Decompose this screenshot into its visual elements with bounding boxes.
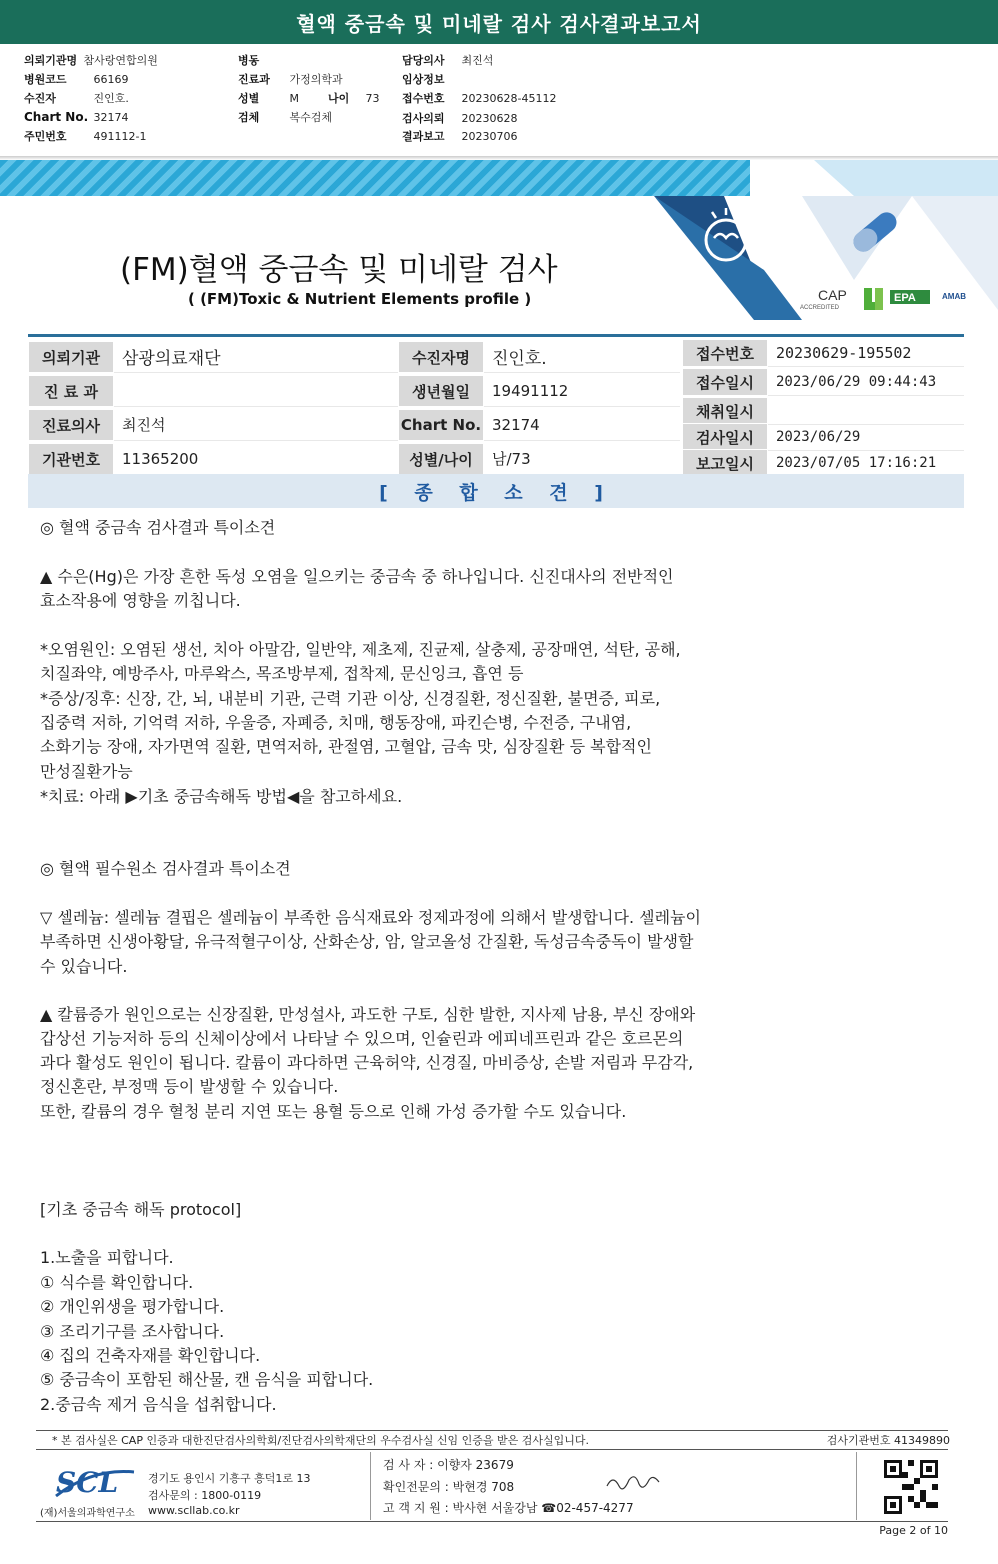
finding-line: 부족하면 신생아황달, 유극적혈구이상, 산화손상, 암, 알코올성 간질환, 독성금속중독이 발생할 — [40, 932, 694, 951]
footer-divider-mid — [36, 1449, 948, 1450]
finding-line: 집중력 저하, 기억력 저하, 우울증, 자폐증, 치매, 행동장애, 파킨슨병, 수전증, 구내염, — [40, 713, 632, 732]
summary-header — [28, 474, 964, 508]
report-banner — [0, 0, 998, 44]
value-dob: 19491112 — [484, 375, 680, 407]
value-doctor: 최진석 — [114, 409, 398, 441]
header-chart: Chart No. 32174 — [24, 110, 129, 124]
decorative-graphic — [654, 160, 998, 320]
protocol-step: ③ 조리기구를 조사합니다. — [40, 1322, 225, 1341]
protocol-step: ⑤ 중금속이 포함된 해산물, 캔 음식을 피합니다. — [40, 1370, 374, 1389]
footer-address: 경기도 용인시 기흥구 흥덕1로 13 — [148, 1472, 311, 1485]
header-block — [0, 44, 998, 157]
svg-text:AMAB: AMAB — [942, 292, 966, 301]
finding-line: 정신혼란, 부정맥 등이 발생할 수 있습니다. — [40, 1077, 339, 1096]
svg-text:ACCREDITED: ACCREDITED — [800, 305, 840, 311]
finding-line: 효소작용에 영향을 끼칩니다. — [40, 591, 241, 610]
header-patient: 수진자 진인호. — [24, 92, 129, 105]
finding-line: 수 있습니다. — [40, 957, 128, 976]
report-title: (FM)혈액 중금속 및 미네랄 검사 — [120, 252, 558, 288]
value-chart: 32174 — [484, 409, 680, 441]
amab-logo — [942, 292, 966, 301]
header-ward: 병동 — [238, 54, 260, 67]
scl-logo — [40, 1466, 138, 1519]
header-sex: 성별 M — [238, 92, 299, 105]
footer-website: www.scllab.co.kr — [148, 1504, 240, 1517]
footer-registration: 검사기관번호 41349890 — [826, 1434, 950, 1447]
signature-image — [603, 1470, 663, 1494]
header-hospital-code: 병원코드 66169 — [24, 73, 129, 86]
finding-line: 소화기능 장애, 자가면역 질환, 면역저하, 관절염, 고혈압, 금속 맛, 심장질환 등 복합적인 — [40, 737, 652, 756]
header-institution: 의뢰기관명 참사랑연합의원 — [24, 54, 158, 67]
footer-inquiry: 검사문의 : 1800-0119 — [148, 1489, 262, 1502]
protocol-step: ① 식수를 확인합니다. — [40, 1273, 194, 1292]
value-inst-no: 11365200 — [114, 443, 398, 475]
label-collect-date: 채취일시 — [682, 397, 768, 425]
finding-line: ◎ 혈액 필수원소 검사결과 특이소견 — [40, 859, 291, 878]
scl-brand: SCL — [56, 1466, 119, 1499]
summary-title: [ 종 합 소 견 ] — [379, 481, 613, 504]
report-subtitle: ( (FM)Toxic & Nutrient Elements profile ) — [188, 290, 532, 308]
header-doctor: 담당의사 최진석 — [402, 54, 494, 67]
protocol-title: [기초 중금속 해독 protocol] — [40, 1200, 242, 1219]
value-test-date: 2023/06/29 — [768, 423, 964, 451]
label-chart: Chart No. — [398, 409, 484, 441]
label-doctor: 진료의사 — [28, 409, 114, 441]
footer-divider-bottom — [36, 1521, 948, 1522]
qr-code-icon — [884, 1460, 938, 1514]
patient-info-table — [28, 334, 964, 477]
value-dept — [114, 375, 398, 407]
value-report-date: 2023/07/05 17:16:21 — [768, 449, 964, 477]
label-institution: 의뢰기관 — [28, 341, 114, 373]
header-report-date: 결과보고 20230706 — [402, 130, 518, 143]
footer-divider-top — [36, 1430, 948, 1431]
value-sex-age: 남/73 — [484, 443, 680, 475]
value-patient: 진인호. — [484, 341, 680, 373]
label-sex-age: 성별/나이 — [398, 443, 484, 475]
footer-contacts — [370, 1452, 857, 1520]
finding-line: *치료: 아래 ▶기초 중금속해독 방법◀을 참고하세요. — [40, 787, 403, 806]
finding-line: 과다 활성도 원인이 됩니다. 칼륨이 과다하면 근육허약, 신경질, 마비증상, 손발 저림과 무감각, — [40, 1053, 694, 1072]
label-test-date: 검사일시 — [682, 423, 768, 451]
protocol-step: ④ 집의 건축자재를 확인합니다. — [40, 1346, 261, 1365]
protocol-step: 2.중금속 제거 음식을 섭취합니다. — [40, 1395, 277, 1414]
header-specimen: 검체 복수검체 — [238, 111, 333, 124]
label-receipt-date: 접수일시 — [682, 368, 768, 396]
finding-line: 갑상선 기능저하 등의 신체이상에서 나타날 수 있으며, 인슐린과 에피네프린과 같은 호르몬의 — [40, 1029, 684, 1048]
header-receipt-no: 접수번호 20230628-45112 — [402, 92, 557, 105]
svg-text:CAP: CAP — [818, 287, 847, 303]
contact-support: 고 객 지 원 : 박사현 서울강남 ☎02-457-4277 — [383, 1501, 634, 1515]
finding-line: ▲ 수은(Hg)은 가장 흔한 독성 오염을 일으키는 중금속 중 하나입니다. 신진대사의 전반적인 — [40, 567, 674, 586]
finding-line: ▲ 칼륨증가 원인으로는 신장질환, 만성설사, 과도한 구토, 심한 발한, 지사제 남용, 부신 장애와 — [40, 1005, 696, 1024]
footer-certification-note: * 본 검사실은 CAP 인증과 대한진단검사의학회/진단검사의학재단의 우수검사실 신임 인증을 받은 검사실입니다. — [52, 1434, 590, 1447]
epa-logo — [890, 290, 930, 304]
header-request-date: 검사의뢰 20230628 — [402, 112, 518, 125]
finding-line: *오염원인: 오염된 생선, 치아 아말감, 일반약, 제초제, 진균제, 살충제, 공장매연, 석탄, 공해, — [40, 640, 681, 659]
header-dept: 진료과 가정의학과 — [238, 73, 343, 86]
header-resident-no: 주민번호 491112-1 — [24, 130, 147, 143]
label-receipt-no: 접수번호 — [682, 339, 768, 367]
label-inst-no: 기관번호 — [28, 443, 114, 475]
label-dept: 진 료 과 — [28, 375, 114, 407]
protocol-step: ② 개인위생을 평가합니다. — [40, 1297, 225, 1316]
value-collect-date — [768, 397, 964, 425]
header-age: 나이 73 — [328, 92, 380, 105]
contact-tester: 검 사 자 : 이향자 23679 — [383, 1458, 514, 1472]
finding-line: 또한, 칼륨의 경우 혈청 분리 지연 또는 용혈 등으로 인해 가성 증가할 수도 있습니다. — [40, 1102, 627, 1121]
value-receipt-date: 2023/06/29 09:44:43 — [768, 368, 964, 396]
value-institution: 삼광의료재단 — [114, 341, 398, 373]
value-receipt-no: 20230629-195502 — [768, 339, 964, 367]
finding-line: ◎ 혈액 중금속 검사결과 특이소견 — [40, 518, 276, 537]
protocol-step: 1.노출을 피합니다. — [40, 1248, 174, 1267]
svg-text:EPA: EPA — [894, 292, 916, 304]
header-clinical-info: 임상정보 — [402, 73, 445, 86]
label-report-date: 보고일시 — [682, 449, 768, 477]
page-number: Page 2 of 10 — [879, 1524, 948, 1537]
finding-line: 만성질환가능 — [40, 762, 133, 781]
label-dob: 생년월일 — [398, 375, 484, 407]
report-banner-title: 혈액 중금속 및 미네랄 검사 검사결과보고서 — [296, 11, 702, 36]
finding-line: 치질좌약, 예방주사, 마루왁스, 목조방부제, 접착제, 문신잉크, 흡연 등 — [40, 664, 524, 683]
finding-line: *증상/징후: 신장, 간, 뇌, 내분비 기관, 근력 기관 이상, 신경질환, 정신질환, 불면증, 피로, — [40, 689, 661, 708]
label-patient: 수진자명 — [398, 341, 484, 373]
contact-specialist: 확인전문의 : 박현경 708 — [383, 1480, 515, 1494]
scl-brand-sub: (재)서울의과학연구소 — [40, 1508, 135, 1519]
finding-line: ▽ 셀레늄: 셀레늄 결핍은 셀레늄이 부족한 음식재료와 정제과정에 의해서 발생합니다. 셀레늄이 — [40, 908, 701, 927]
